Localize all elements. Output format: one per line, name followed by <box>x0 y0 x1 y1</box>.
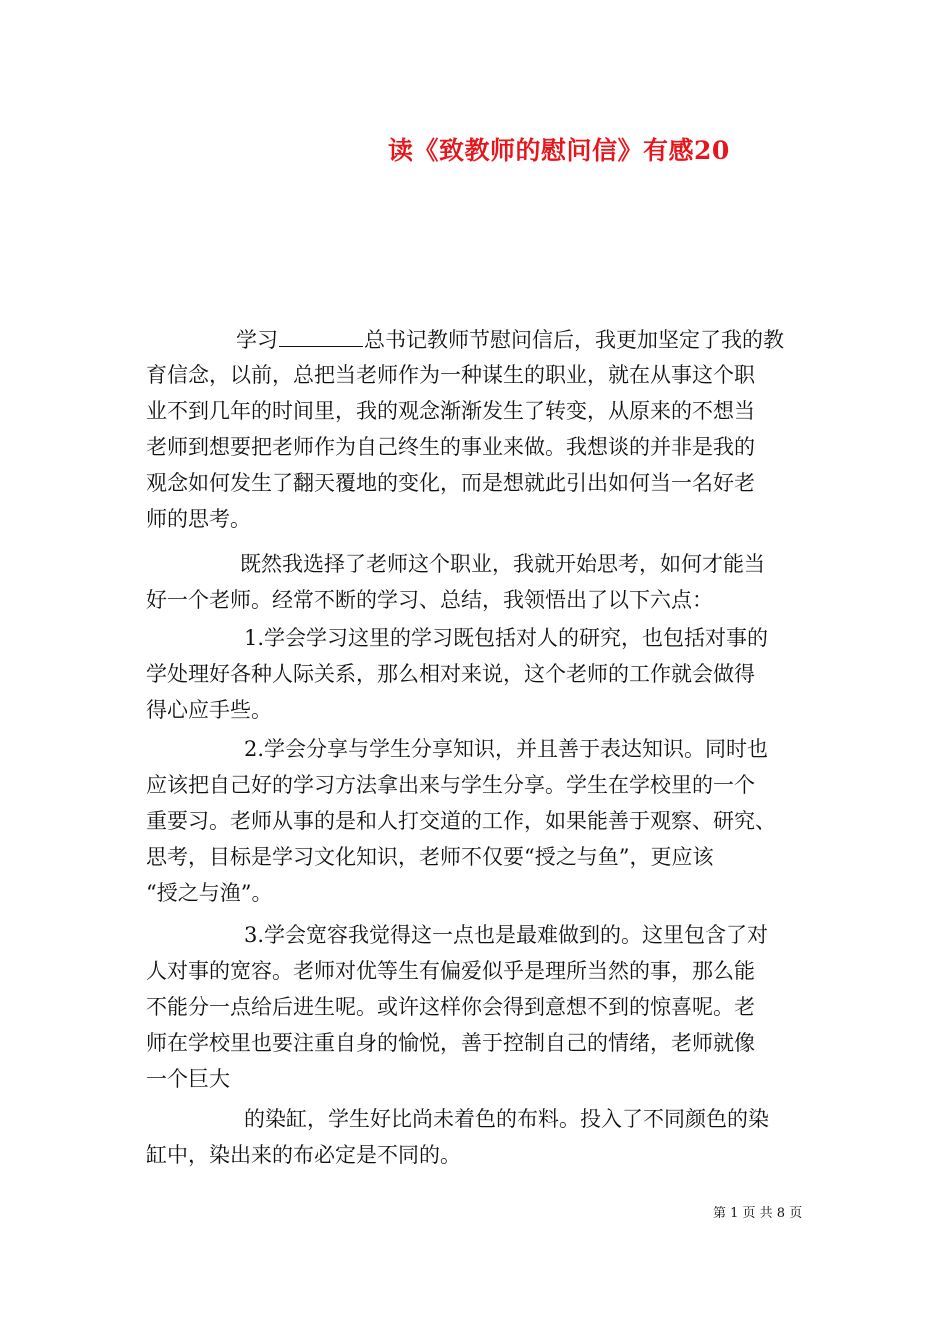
paragraph-line: 好一个老师。经常不断的学习、总结，我领悟出了以下六点： <box>146 588 713 612</box>
page-number-footer: 第 1 页 共 8 页 <box>713 1206 803 1221</box>
paragraph-line: 育信念，以前，总把当老师作为一种谋生的职业，就在从事这个职 <box>146 363 755 387</box>
paragraph-line: 应该把自己好的学习方法拿出来与学生分享。学生在学校里的一个 <box>146 773 755 797</box>
document-title: 读《致教师的慰问信》有感20 <box>388 136 730 165</box>
paragraph-line: 思考，目标是学习文化知识，老师不仅要“授之与鱼”，更应该 <box>146 845 714 869</box>
paragraph-line <box>236 324 784 355</box>
paragraph-line: 得心应手些。 <box>146 698 272 722</box>
paragraph-line: 一个巨大 <box>146 1067 230 1091</box>
intro-after-blank: 总书记教师节慰问信后，我更加坚定了我的教 <box>364 328 784 352</box>
paragraph-line: 重要习。老师从事的是和人打交道的工作，如果能善于观察、研究、 <box>146 809 776 833</box>
intro-before-blank: 学习 <box>236 328 278 352</box>
paragraph-line: 的染缸，学生好比尚未着色的布料。投入了不同颜色的染 <box>244 1107 769 1131</box>
paragraph-line: 缸中，染出来的布必定是不同的。 <box>146 1143 461 1167</box>
paragraph-line: 人对事的宽容。老师对优等生有偏爱似乎是理所当然的事，那么能 <box>146 959 755 983</box>
paragraph-line: 学处理好各种人际关系，那么相对来说，这个老师的工作就会做得 <box>146 662 755 686</box>
paragraph-line: “授之与渔”。 <box>146 881 273 905</box>
paragraph-line: 师在学校里也要注重自身的愉悦，善于控制自己的情绪，老师就像 <box>146 1031 755 1055</box>
paragraph-line: 既然我选择了老师这个职业，我就开始思考，如何才能当 <box>240 552 765 576</box>
paragraph-line: 观念如何发生了翻天覆地的变化，而是想就此引出如何当一名好老 <box>146 471 755 495</box>
paragraph-line: 老师到想要把老师作为自己终生的事业来做。我想谈的并非是我的 <box>146 435 755 459</box>
paragraph-line: 不能分一点给后进生呢。或许这样你会得到意想不到的惊喜呢。老 <box>146 995 755 1019</box>
paragraph-line: 3.学会宽容我觉得这一点也是最难做到的。这里包含了对 <box>244 923 769 947</box>
fill-in-blank <box>279 324 363 347</box>
paragraph-line: 2.学会分享与学生分享知识，并且善于表达知识。同时也 <box>244 737 769 761</box>
paragraph-line: 业不到几年的时间里，我的观念渐渐发生了转变，从原来的不想当 <box>146 399 755 423</box>
paragraph-line: 1.学会学习这里的学习既包括对人的研究，也包括对事的 <box>244 626 769 650</box>
paragraph-line: 师的思考。 <box>146 507 251 531</box>
